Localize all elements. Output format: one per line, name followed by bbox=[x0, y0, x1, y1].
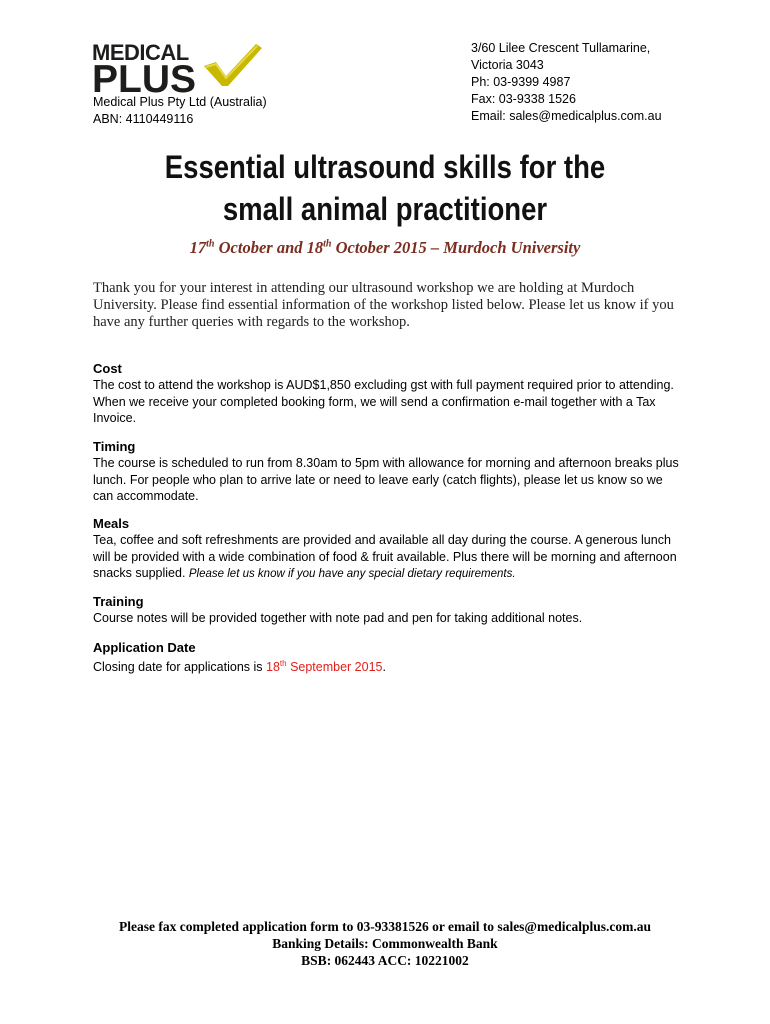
section-heading: Timing bbox=[93, 439, 136, 454]
date-sup1: th bbox=[206, 238, 215, 250]
section-heading: Meals bbox=[93, 516, 130, 531]
medical-plus-logo bbox=[92, 40, 267, 101]
contact-fax: Fax: 03-9338 1526 bbox=[471, 92, 576, 106]
checkmark-icon bbox=[202, 42, 264, 88]
company-name: Medical Plus Pty Ltd (Australia) bbox=[93, 95, 267, 109]
section-application-date bbox=[93, 639, 683, 676]
meals-body-text: Tea, coffee and soft refreshments are provided and available all day during the course. A generous lunch will be provided with a wide combination of food & fruit available. Plus there will be morning and afternoon snacks supplied. bbox=[93, 533, 677, 580]
date-sup2: th bbox=[323, 238, 332, 250]
section-heading: Application Date bbox=[93, 640, 196, 655]
footer-fax-email: Please fax completed application form to 03-93381526 or email to sales@medicalplus.com.au bbox=[119, 919, 651, 934]
section-body: The course is scheduled to run from 8.30am to 5pm with allowance for morning and afternoon breaks plus lunch. For people who plan to arrive late or need to leave early (catch flights), please let us know so we can accommodate. bbox=[93, 456, 679, 503]
contact-email: Email: sales@medicalplus.com.au bbox=[471, 109, 662, 123]
section-body: The cost to attend the workshop is AUD$1,850 excluding gst with full payment required prior to attending. When we receive your completed booking form, we will send a confirmation e-mail together with a Tax Invoice. bbox=[93, 378, 674, 425]
logo-word-plus: PLUS bbox=[92, 58, 197, 101]
closing-period: . bbox=[382, 660, 386, 675]
closing-date-day: 18 bbox=[266, 660, 280, 675]
footer bbox=[0, 918, 770, 969]
section-body: Course notes will be provided together with note pad and pen for taking additional notes. bbox=[93, 611, 583, 625]
address-line1: 3/60 Lilee Crescent Tullamarine, bbox=[471, 41, 651, 55]
footer-bsb-acc: BSB: 062443 ACC: 10221002 bbox=[301, 953, 469, 968]
logo-word-medical: MEDICAL bbox=[92, 40, 189, 65]
section-heading: Cost bbox=[93, 361, 122, 376]
closing-date bbox=[266, 660, 382, 674]
section-timing bbox=[93, 438, 683, 505]
event-dates bbox=[0, 238, 770, 258]
dietary-note: Please let us know if you have any special dietary requirements. bbox=[188, 568, 516, 580]
date-day1: 17 bbox=[189, 238, 207, 257]
section-training bbox=[93, 593, 683, 627]
title-line2: small animal practitioner bbox=[222, 191, 548, 227]
section-body bbox=[93, 532, 683, 583]
date-mid: October and 18 bbox=[214, 238, 324, 257]
title-line1: Essential ultrasound skills for the bbox=[164, 149, 606, 185]
closing-date-sup: th bbox=[279, 659, 287, 668]
section-cost bbox=[93, 360, 683, 427]
closing-date-rest: September 2015 bbox=[286, 660, 383, 675]
application-body-text: Closing date for applications is bbox=[93, 660, 267, 675]
section-meals bbox=[93, 515, 683, 583]
document-title bbox=[54, 146, 716, 230]
date-rest: October 2015 – Murdoch University bbox=[331, 238, 581, 257]
address-line2: Victoria 3043 bbox=[471, 58, 544, 72]
company-info bbox=[93, 94, 267, 128]
intro-paragraph: Thank you for your interest in attending our ultrasound workshop we are holding at Murdoch University. Please find essential information of the workshop listed below. Please let us know if you have any further queries with regards to the workshop. bbox=[93, 280, 674, 330]
contact-address bbox=[471, 40, 662, 125]
section-heading: Training bbox=[93, 594, 144, 609]
contact-phone: Ph: 03-9399 4987 bbox=[471, 75, 571, 89]
footer-bank: Banking Details: Commonwealth Bank bbox=[272, 936, 498, 951]
company-abn: ABN: 4110449116 bbox=[93, 112, 194, 126]
section-body bbox=[93, 656, 683, 676]
